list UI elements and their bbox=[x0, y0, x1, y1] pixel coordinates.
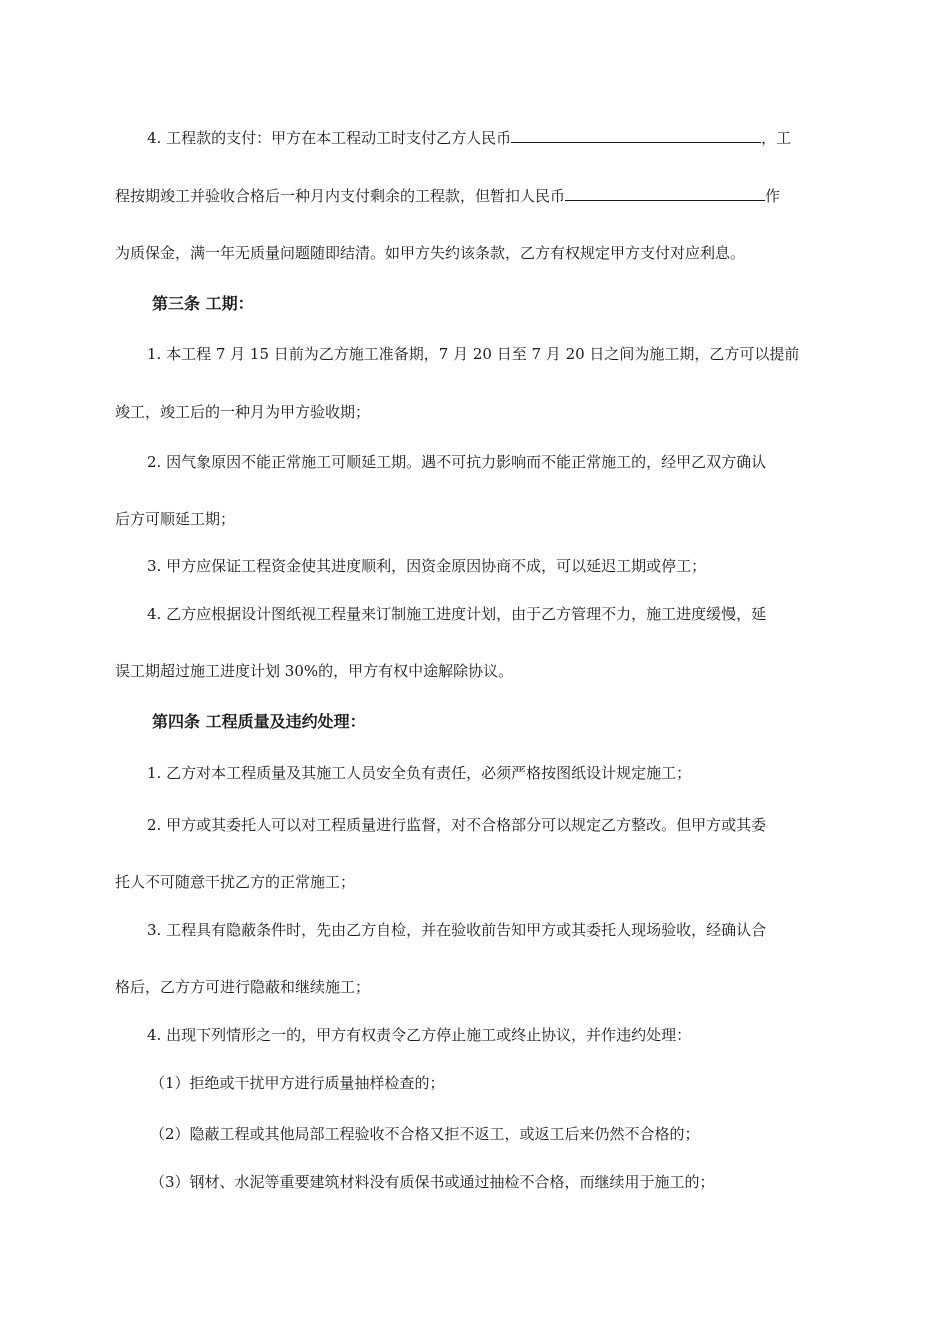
article-4-item-3-line-2: 格后，乙方方可进行隐蔽和继续施工； bbox=[115, 978, 371, 996]
article-4-item-2-line-2: 托人不可随意干扰乙方的正常施工； bbox=[115, 873, 356, 891]
article-3-item-3: 3. 甲方应保证工程资金使其进度顺利，因资金原因协商不成，可以延迟工期或停工； bbox=[147, 557, 707, 575]
article-4-item-1: 1. 乙方对本工程质量及其施工人员安全负有责任，必须严格按图纸设计规定施工； bbox=[147, 764, 692, 782]
article-3-item-1-line-1: 1. 本工程 7 月 15 日前为乙方施工准备期，7 月 20 日至 7 月 20 日之间为施工期，乙方可以提前 bbox=[147, 345, 800, 363]
article-4-item-2-line-1: 2. 甲方或其委托人可以对工程质量进行监督，对不合格部分可以规定乙方整改。但甲方或其委 bbox=[147, 816, 767, 834]
article-4-item-4: 4. 出现下列情形之一的，甲方有权责令乙方停止施工或终止协议，并作违约处理： bbox=[147, 1026, 692, 1044]
article-4-heading: 第四条 工程质量及违约处理： bbox=[152, 712, 366, 731]
article-3-heading: 第三条 工期： bbox=[152, 294, 254, 313]
article-3-item-4-line-2: 误工期超过施工进度计划 30%的，甲方有权中途解除协议。 bbox=[115, 662, 514, 680]
article-4-subitem-2: （2）隐蔽工程或其他局部工程验收不合格又拒不返工，或返工后来仍然不合格的； bbox=[150, 1125, 700, 1143]
amount-blank-2 bbox=[565, 185, 765, 201]
payment-line-1 bbox=[147, 127, 867, 148]
article-3-item-1-line-2: 竣工，竣工后的一种月为甲方验收期； bbox=[115, 403, 371, 421]
amount-blank-1 bbox=[511, 127, 761, 143]
payment-text-1a: 4. 工程款的支付：甲方在本工程动工时支付乙方人民币 bbox=[147, 129, 512, 147]
article-4-subitem-1: （1）拒绝或干扰甲方进行质量抽样检查的； bbox=[150, 1074, 445, 1092]
article-4-item-3-line-1: 3. 工程具有隐蔽条件时，先由乙方自检，并在验收前告知甲方或其委托人现场验收，经确认合 bbox=[147, 921, 767, 939]
payment-text-1b: ，工 bbox=[761, 129, 792, 147]
article-3-item-2-line-2: 后方可顺延工期； bbox=[115, 510, 236, 528]
payment-line-3: 为质保金，满一年无质量问题随即结清。如甲方失约该条款，乙方有权规定甲方支付对应利息。 bbox=[115, 244, 746, 262]
article-3-item-2-line-1: 2. 因气象原因不能正常施工可顺延工期。遇不可抗力影响而不能正常施工的，经甲乙双方确认 bbox=[147, 453, 767, 471]
payment-text-2b: 作 bbox=[765, 187, 781, 205]
article-3-item-4-line-1: 4. 乙方应根据设计图纸视工程量来订制施工进度计划，由于乙方管理不力，施工进度缓慢，延 bbox=[147, 605, 767, 623]
payment-text-2a: 程按期竣工并验收合格后一种月内支付剩余的工程款，但暂扣人民币 bbox=[115, 187, 566, 205]
article-4-subitem-3: （3）钢材、水泥等重要建筑材料没有质保书或通过抽检不合格，而继续用于施工的； bbox=[150, 1173, 715, 1191]
payment-line-2 bbox=[115, 185, 835, 206]
